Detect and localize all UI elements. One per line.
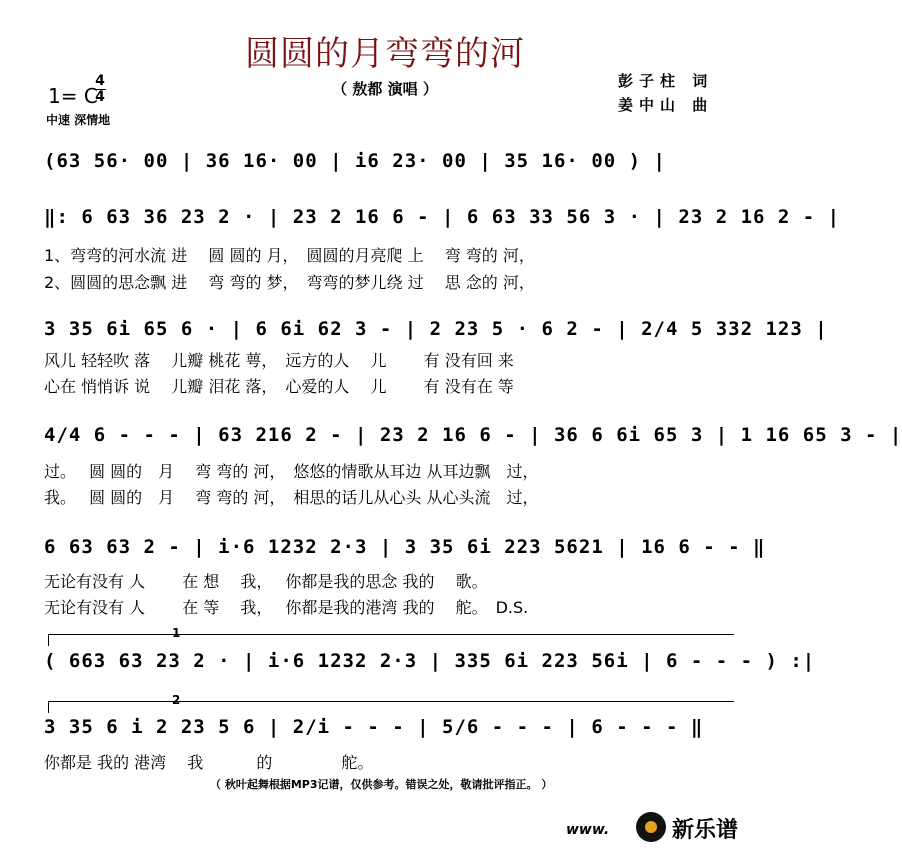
time-signature: [94, 74, 106, 105]
score-row-4: 6 63 63 2 - | i·6 1232 2·3 | 3 35 6i 223 5621 | 16 6 - - ‖: [44, 536, 766, 558]
score-row-1: ‖: 6 63 36 23 2 · | 23 2 16 6 - | 6 63 33 56 3 · | 23 2 16 2 - |: [44, 206, 841, 228]
site-url[interactable]: www.: [566, 822, 610, 838]
record-logo-center: [645, 821, 657, 833]
score-row-5: ( 663 63 23 2 · | i·6 1232 2·3 | 335 6i 223 56i | 6 - - - ) :|: [44, 650, 816, 672]
lyric-row-3-verse-1: 过。 圆 圆的 月 弯 弯的 河， 悠悠的情歌从耳边 从耳边飘 过，: [44, 462, 539, 481]
score-row-intro: (63 56· 00 | 36 16· 00 | i6 23· 00 | 35 16· 00 ) |: [44, 150, 666, 172]
lyric-row-2-verse-1: 风儿 轻轻吹 落 儿瓣 桃花 萼， 远方的人 儿 有 没有回 来: [44, 351, 514, 370]
score-row-6: 3 35 6 i 2 23 5 6 | 2/i - - - | 5/6 - - - | 6 - - - ‖: [44, 716, 704, 738]
volta-2-line: [48, 701, 734, 702]
lyric-row-3-verse-2: 我。 圆 圆的 月 弯 弯的 河， 相思的话儿从心头 从心头流 过，: [44, 488, 539, 507]
song-title: 圆圆的月弯弯的河: [245, 34, 525, 74]
composer-credit: 姜中山 曲: [618, 96, 714, 114]
volta-1-label: 1: [172, 626, 181, 640]
lyric-row-1-verse-2: 2、圆圆的思念飘 进 弯 弯的 梦， 弯弯的梦儿绕 过 思 念的 河，: [44, 273, 535, 292]
volta-2-label: 2: [172, 693, 181, 707]
volta-1-line: [48, 634, 734, 635]
time-signature-denominator: 4: [95, 89, 105, 105]
key-signature: 1= C: [48, 84, 98, 108]
volta-1-tick: [48, 634, 49, 646]
lyric-row-4-verse-2: 无论有没有 人 在 等 我， 你都是我的港湾 我的 舵。 D.S.: [44, 598, 529, 617]
time-signature-numerator: 4: [95, 73, 105, 89]
tempo-marking: 中速 深情地: [46, 113, 111, 127]
lyric-row-1-verse-1: 1、弯弯的河水流 进 圆 圆的 月， 圆圆的月亮爬 上 弯 弯的 河，: [44, 246, 535, 265]
score-row-3: 4/4 6 - - - | 63 216 2 - | 23 2 16 6 - | 36 6 6i 65 3 | 1 16 65 3 - |: [44, 424, 902, 446]
lyricist-credit: 彭子柱 词: [618, 72, 714, 90]
record-logo-icon: [636, 812, 666, 842]
score-row-2: 3 35 6i 65 6 · | 6 6i 62 3 - | 2 23 5 · 6 2 - | 2/4 5 332 123 |: [44, 318, 828, 340]
volta-2-tick: [48, 701, 49, 713]
transcription-note: （ 秋叶起舞根据MP3记谱，仅供参考。错误之处，敬请批评指正。 ）: [210, 778, 553, 791]
site-logo-text: 新乐谱: [672, 818, 739, 843]
lyric-row-6: 你都是 我的 港湾 我 的 舵。: [44, 753, 374, 772]
singer-credit: （ 敖都 演唱 ）: [332, 80, 438, 98]
lyric-row-2-verse-2: 心在 悄悄诉 说 儿瓣 泪花 落， 心爱的人 儿 有 没有在 等: [44, 377, 514, 396]
lyric-row-4-verse-1: 无论有没有 人 在 想 我， 你都是我的思念 我的 歌。: [44, 572, 488, 591]
